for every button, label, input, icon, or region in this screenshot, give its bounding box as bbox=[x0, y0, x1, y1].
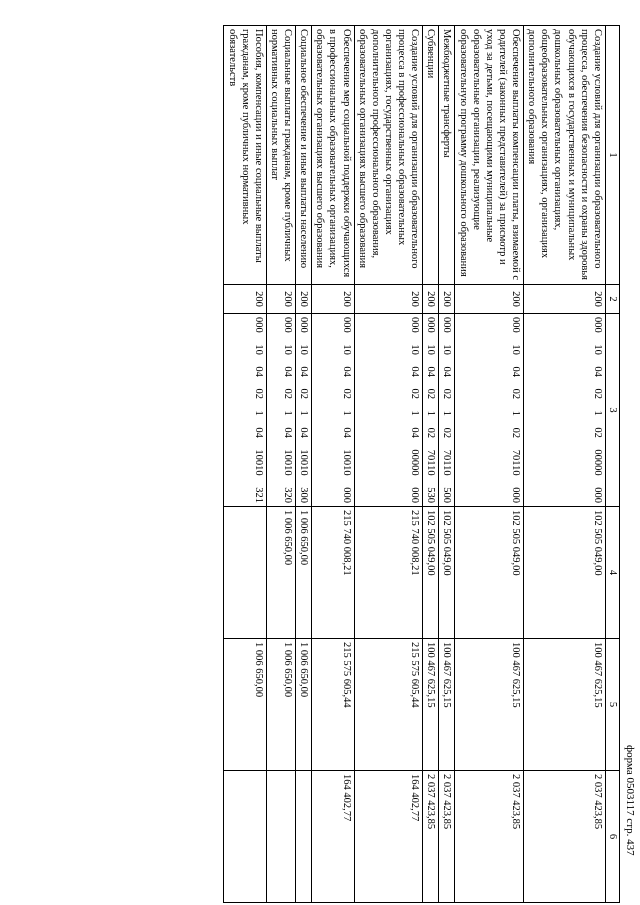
code-segment: 10010 bbox=[340, 449, 352, 476]
row-unexecuted-amount: 2 037 423,85 bbox=[439, 771, 455, 903]
row-name: Обеспечение выплаты компенсации платы, взимаемой с родителей (законных представителей) за присмотр и уход за детьми, посещающими муниципальные образовательные организации, реализующие образовательную программу дошкольного образования bbox=[455, 26, 524, 285]
code-segments bbox=[281, 317, 294, 503]
code-segments bbox=[591, 317, 604, 503]
code-segment: 1 bbox=[441, 410, 453, 416]
code-segment: 10 bbox=[409, 344, 421, 355]
code-segment: 02 bbox=[425, 427, 437, 439]
row-name: Создание условий для организации образовательного процесса в профессиональных образовательных организациях, государственных организациях дополнительного профессионального образования, образовательных организациях высшего образования bbox=[354, 26, 423, 285]
code-segment: 70110 bbox=[425, 449, 437, 476]
code-segment: 02 bbox=[591, 388, 603, 399]
code-segments bbox=[297, 317, 310, 503]
row-name: Создание условий для организации образовательного процесса, обеспечения безопасности и охраны здоровья обучающихся в государственных и муниципальных дошкольных образовательных организациях, общеобразовательных организациях, организациях дополнительного образования bbox=[524, 26, 606, 285]
code-segment: 10 bbox=[252, 344, 264, 355]
code-segment: 04 bbox=[441, 366, 453, 377]
column-header: 5 bbox=[605, 639, 619, 771]
row-classification-code bbox=[455, 314, 524, 507]
row-classification-code bbox=[354, 314, 423, 507]
row-approved-amount: 215 740 008,21 bbox=[312, 507, 354, 639]
code-segment: 10010 bbox=[298, 449, 310, 476]
row-line-code: 200 bbox=[439, 285, 455, 314]
code-segment: 04 bbox=[282, 366, 294, 377]
code-segment: 02 bbox=[510, 388, 522, 400]
code-segment: 04 bbox=[510, 366, 522, 377]
code-segment: 500 bbox=[441, 487, 453, 503]
code-segment: 02 bbox=[425, 388, 437, 400]
row-name: Социальное обеспечение и иные выплаты населению bbox=[296, 26, 312, 285]
code-segment: 321 bbox=[252, 487, 264, 503]
code-segment: 02 bbox=[409, 388, 421, 399]
code-segment: 04 bbox=[282, 427, 294, 438]
column-header: 3 bbox=[605, 314, 619, 507]
row-classification-code bbox=[296, 314, 312, 507]
row-unexecuted-amount: 164 402,77 bbox=[354, 771, 423, 903]
code-segment: 02 bbox=[591, 427, 603, 438]
row-name: Межбюджетные трансферты bbox=[439, 26, 455, 285]
code-segment: 000 bbox=[591, 487, 603, 503]
row-approved-amount: 102 505 049,00 bbox=[524, 507, 606, 639]
row-classification-code bbox=[224, 314, 266, 507]
row-line-code: 200 bbox=[455, 285, 524, 314]
row-approved-amount bbox=[224, 507, 266, 639]
row-line-code: 200 bbox=[266, 285, 295, 314]
row-unexecuted-amount bbox=[266, 771, 295, 903]
code-segment: 000 bbox=[340, 487, 352, 503]
row-name: Пособия, компенсации и иные социальные выплаты гражданам, кроме публичных нормативных обязательств bbox=[224, 26, 266, 285]
row-classification-code bbox=[312, 314, 354, 507]
code-segment: 02 bbox=[298, 388, 310, 399]
code-segment: 1 bbox=[409, 410, 421, 416]
table-body bbox=[224, 26, 605, 903]
code-segment: 02 bbox=[340, 388, 352, 399]
code-segment: 04 bbox=[340, 366, 352, 377]
row-executed-amount: 100 467 625,15 bbox=[524, 639, 606, 771]
row-approved-amount: 1 006 650,00 bbox=[296, 507, 312, 639]
row-unexecuted-amount bbox=[224, 771, 266, 903]
row-approved-amount: 102 505 049,00 bbox=[423, 507, 439, 639]
row-classification-code bbox=[266, 314, 295, 507]
row-name: Социальные выплаты гражданам, кроме публичных нормативных социальных выплат bbox=[266, 26, 295, 285]
code-segments bbox=[408, 317, 421, 503]
row-line-code: 200 bbox=[312, 285, 354, 314]
code-segment: 04 bbox=[409, 427, 421, 438]
row-executed-amount: 100 467 625,15 bbox=[455, 639, 524, 771]
row-approved-amount: 1 006 650,00 bbox=[266, 507, 295, 639]
code-segment: 10010 bbox=[282, 449, 294, 476]
row-classification-code bbox=[439, 314, 455, 507]
row-line-code: 200 bbox=[524, 285, 606, 314]
code-segment: 1 bbox=[298, 410, 310, 416]
code-segment: 1 bbox=[510, 410, 522, 416]
column-header: 2 bbox=[605, 285, 619, 314]
row-unexecuted-amount: 2 037 423,85 bbox=[455, 771, 524, 903]
code-segment: 04 bbox=[425, 366, 437, 377]
column-header: 6 bbox=[605, 771, 619, 903]
row-line-code: 200 bbox=[224, 285, 266, 314]
code-segments bbox=[340, 317, 353, 503]
code-segment: 10 bbox=[340, 344, 352, 355]
code-segment: 02 bbox=[252, 388, 264, 399]
table-row bbox=[455, 26, 524, 903]
code-segment: 10010 bbox=[252, 449, 264, 476]
column-number-row bbox=[605, 26, 619, 903]
code-segment: 1 bbox=[591, 410, 603, 416]
report-table bbox=[224, 25, 621, 903]
code-segment: 10 bbox=[298, 344, 310, 355]
row-classification-code bbox=[524, 314, 606, 507]
code-segment: 10 bbox=[591, 344, 603, 355]
row-executed-amount: 1 006 650,00 bbox=[266, 639, 295, 771]
row-line-code: 200 bbox=[354, 285, 423, 314]
row-unexecuted-amount: 164 402,77 bbox=[312, 771, 354, 903]
table-row bbox=[296, 26, 312, 903]
code-segment: 02 bbox=[441, 388, 453, 400]
table-row bbox=[266, 26, 295, 903]
row-line-code: 200 bbox=[296, 285, 312, 314]
code-segment: 10 bbox=[282, 344, 294, 355]
row-unexecuted-amount: 2 037 423,85 bbox=[423, 771, 439, 903]
code-segment: 000 bbox=[591, 317, 603, 333]
code-segment: 70110 bbox=[441, 449, 453, 476]
code-segment: 000 bbox=[409, 487, 421, 503]
code-segment: 02 bbox=[441, 427, 453, 439]
code-segment: 000 bbox=[510, 487, 522, 503]
row-executed-amount: 100 467 625,15 bbox=[423, 639, 439, 771]
code-segments bbox=[252, 317, 265, 503]
row-executed-amount: 215 575 605,44 bbox=[312, 639, 354, 771]
table-row bbox=[354, 26, 423, 903]
code-segment: 000 bbox=[409, 317, 421, 333]
code-segment: 02 bbox=[282, 388, 294, 399]
code-segment: 000 bbox=[441, 317, 453, 333]
row-executed-amount: 1 006 650,00 bbox=[296, 639, 312, 771]
row-name: Обеспечение мер социальной поддержки обучающихся в профессиональных образовательных организациях, образовательных организациях высшего образования bbox=[312, 26, 354, 285]
code-segment: 000 bbox=[425, 317, 437, 333]
code-segment: 04 bbox=[591, 366, 603, 377]
code-segment: 000 bbox=[510, 317, 522, 333]
code-segment: 70110 bbox=[510, 449, 522, 476]
code-segments bbox=[424, 317, 437, 503]
code-segment: 00000 bbox=[409, 449, 421, 476]
code-segment: 10 bbox=[425, 344, 437, 355]
table-row bbox=[423, 26, 439, 903]
form-reference: форма 0503117 стр. 437 bbox=[624, 745, 636, 856]
row-approved-amount: 102 505 049,00 bbox=[439, 507, 455, 639]
code-segment: 10 bbox=[441, 344, 453, 355]
code-segment: 04 bbox=[252, 366, 264, 377]
row-unexecuted-amount bbox=[296, 771, 312, 903]
code-segment: 000 bbox=[340, 317, 352, 333]
code-segment: 04 bbox=[252, 427, 264, 438]
code-segment: 04 bbox=[409, 366, 421, 377]
code-segment: 000 bbox=[298, 317, 310, 333]
code-segments bbox=[509, 317, 522, 503]
code-segment: 04 bbox=[340, 427, 352, 438]
code-segment: 10 bbox=[510, 344, 522, 355]
table-row bbox=[312, 26, 354, 903]
code-segment: 1 bbox=[425, 410, 437, 416]
code-segment: 000 bbox=[252, 317, 264, 333]
code-segment: 00000 bbox=[591, 449, 603, 476]
row-classification-code bbox=[423, 314, 439, 507]
code-segment: 1 bbox=[282, 410, 294, 416]
code-segment: 320 bbox=[282, 487, 294, 503]
code-segment: 02 bbox=[510, 427, 522, 439]
code-segments bbox=[440, 317, 453, 503]
row-unexecuted-amount: 2 037 423,85 bbox=[524, 771, 606, 903]
code-segment: 1 bbox=[252, 410, 264, 416]
table-row bbox=[224, 26, 266, 903]
row-executed-amount: 1 006 650,00 bbox=[224, 639, 266, 771]
row-executed-amount: 100 467 625,15 bbox=[439, 639, 455, 771]
code-segment: 1 bbox=[340, 410, 352, 416]
column-header: 4 bbox=[605, 507, 619, 639]
table-row bbox=[524, 26, 606, 903]
row-approved-amount: 215 740 008,21 bbox=[354, 507, 423, 639]
table-row bbox=[439, 26, 455, 903]
code-segment: 04 bbox=[298, 427, 310, 438]
code-segment: 530 bbox=[425, 487, 437, 503]
row-executed-amount: 215 575 605,44 bbox=[354, 639, 423, 771]
row-name: Субвенции bbox=[423, 26, 439, 285]
row-approved-amount: 102 505 049,00 bbox=[455, 507, 524, 639]
code-segment: 04 bbox=[298, 366, 310, 377]
code-segment: 300 bbox=[298, 487, 310, 503]
column-header: 1 bbox=[605, 26, 619, 285]
code-segment: 000 bbox=[282, 317, 294, 333]
row-line-code: 200 bbox=[423, 285, 439, 314]
